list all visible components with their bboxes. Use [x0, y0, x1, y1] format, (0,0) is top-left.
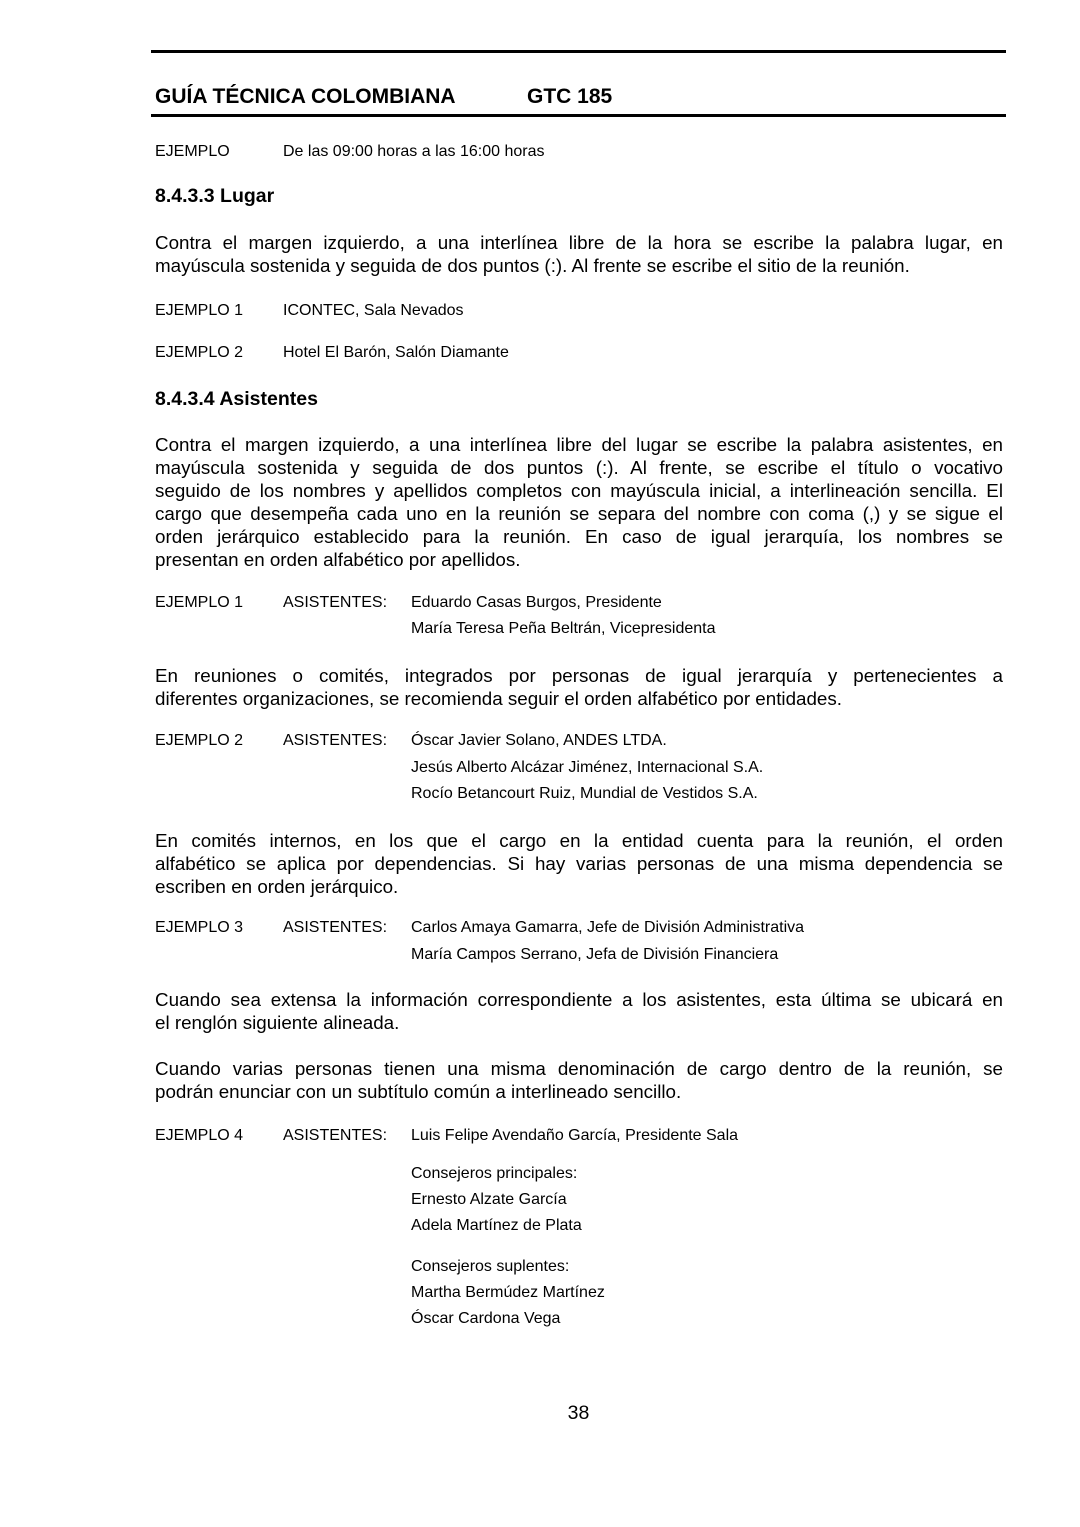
paragraph-asistentes — [155, 433, 1003, 571]
header-bottom-rule — [151, 114, 1006, 117]
paragraph-line: diferentes organizaciones, se recomienda seguir el orden alfabético por entidades. — [155, 688, 842, 709]
example-label: EJEMPLO 1 — [155, 594, 244, 611]
paragraph-line: Contra el margen izquierdo, a una interlínea libre del lugar se escribe la palabra asistentes, en — [155, 434, 1003, 455]
attendee-line: Martha Bermúdez Martínez — [411, 1284, 605, 1301]
paragraph-line: cargo que desempeña cada uno en la reunión se separa del nombre con coma (,) y se sigue el — [155, 503, 1003, 524]
attendee-line: Ernesto Alzate García — [411, 1191, 567, 1208]
paragraph-line: En reuniones o comités, integrados por personas de igual jerarquía y pertenecientes a — [155, 665, 1003, 686]
paragraph-line: En comités internos, en los que el cargo en la entidad cuenta para la reunión, el orden — [155, 830, 1003, 851]
attendee-line: Eduardo Casas Burgos, Presidente — [411, 594, 662, 611]
paragraph-line: alfabético se aplica por dependencias. Si hay varias personas de una misma dependencia se — [155, 853, 1003, 874]
paragraph-line: Contra el margen izquierdo, a una interlínea libre de la hora se escribe la palabra lugar, en — [155, 232, 1003, 253]
header-top-rule — [151, 50, 1006, 53]
example-label: EJEMPLO — [155, 143, 230, 160]
section-heading-lugar: 8.4.3.3 Lugar — [155, 185, 275, 207]
example-label: EJEMPLO 3 — [155, 919, 244, 936]
paragraph-line: podrán enunciar con un subtítulo común a interlineado sencillo. — [155, 1081, 682, 1102]
paragraph-line: escriben en orden jerárquico. — [155, 876, 399, 897]
document-title: GUÍA TÉCNICA COLOMBIANA — [155, 85, 456, 108]
paragraph-line: el renglón siguiente alineada. — [155, 1012, 400, 1033]
paragraph-line: presentan en orden alfabético por apellidos. — [155, 549, 521, 570]
paragraph-line: seguido de los nombres y apellidos completos con mayúscula inicial, a interlineación sencilla. El — [155, 480, 1003, 501]
paragraph-lugar — [155, 231, 1003, 277]
example-label: EJEMPLO 2 — [155, 732, 244, 749]
example-key: ASISTENTES: — [283, 594, 388, 611]
paragraph-line: Cuando varias personas tienen una misma denominación de cargo dentro de la reunión, se — [155, 1058, 1003, 1079]
example-text: De las 09:00 horas a las 16:00 horas — [283, 143, 545, 160]
paragraph-comites — [155, 829, 1003, 898]
example-label: EJEMPLO 4 — [155, 1127, 244, 1144]
page-number: 38 — [567, 1402, 590, 1424]
attendee-line: Luis Felipe Avendaño García, Presidente Sala — [411, 1127, 739, 1144]
attendee-line: Óscar Cardona Vega — [411, 1310, 561, 1327]
attendee-line: Jesús Alberto Alcázar Jiménez, Internacional S.A. — [411, 759, 764, 776]
attendee-line: Adela Martínez de Plata — [411, 1217, 582, 1234]
paragraph-organizaciones — [155, 664, 1003, 710]
paragraph-line: mayúscula sostenida y seguida de dos puntos (:). Al frente se escribe el sitio de la reunión. — [155, 255, 910, 276]
example-key: ASISTENTES: — [283, 919, 388, 936]
document-code: GTC 185 — [527, 85, 613, 108]
example-label: EJEMPLO 2 — [155, 344, 244, 361]
attendee-line: María Teresa Peña Beltrán, Vicepresidenta — [411, 620, 716, 637]
example-key: ASISTENTES: — [283, 1127, 388, 1144]
example-key: ASISTENTES: — [283, 732, 388, 749]
attendee-line: María Campos Serrano, Jefa de División Financiera — [411, 946, 779, 963]
paragraph-denominacion — [155, 1057, 1003, 1103]
subtitle-line: Consejeros principales: — [411, 1165, 578, 1182]
attendee-line: Óscar Javier Solano, ANDES LTDA. — [411, 732, 667, 749]
paragraph-extensa — [155, 988, 1003, 1034]
paragraph-line: orden jerárquico establecido para la reunión. En caso de igual jerarquía, los nombres se — [155, 526, 1003, 547]
attendee-line: Carlos Amaya Gamarra, Jefe de División Administrativa — [411, 919, 805, 936]
attendee-line: Rocío Betancourt Ruiz, Mundial de Vestidos S.A. — [411, 785, 758, 802]
example-label: EJEMPLO 1 — [155, 302, 244, 319]
subtitle-line: Consejeros suplentes: — [411, 1258, 570, 1275]
section-heading-asistentes: 8.4.3.4 Asistentes — [155, 388, 318, 410]
paragraph-line: mayúscula sostenida y seguida de dos puntos (:). Al frente, se escribe el título o vocativo — [155, 457, 1003, 478]
example-text: Hotel El Barón, Salón Diamante — [283, 344, 509, 361]
paragraph-line: Cuando sea extensa la información correspondiente a los asistentes, esta última se ubicará en — [155, 989, 1003, 1010]
example-text: ICONTEC, Sala Nevados — [283, 302, 464, 319]
